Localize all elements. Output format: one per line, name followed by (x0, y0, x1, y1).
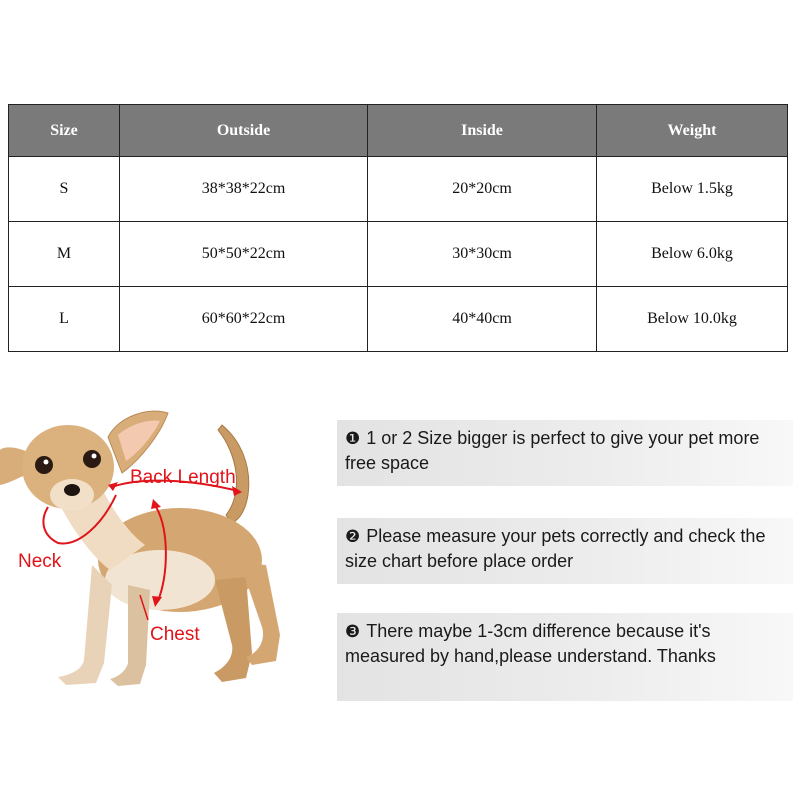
tip-size-bigger (337, 420, 793, 486)
chest-label: Chest (150, 624, 200, 645)
cell-weight: Below 1.5kg (597, 157, 788, 222)
tip-measurement-difference (337, 613, 793, 701)
dog-measurement-diagram (0, 395, 330, 695)
dog-front-leg-left (58, 565, 112, 685)
header-weight: Weight (597, 105, 788, 157)
tip-text: There maybe 1-3cm difference because it's measured by hand,please understand. Thanks (345, 621, 716, 666)
header-inside: Inside (368, 105, 597, 157)
tip-measure-correctly (337, 518, 793, 584)
cell-weight: Below 10.0kg (597, 287, 788, 352)
tip-text: Please measure your pets correctly and check the size chart before place order (345, 526, 766, 571)
cell-inside: 30*30cm (368, 222, 597, 287)
table-row (9, 157, 788, 222)
cell-inside: 40*40cm (368, 287, 597, 352)
table-row (9, 222, 788, 287)
cell-size: L (9, 287, 120, 352)
neck-label: Neck (18, 551, 62, 572)
table-header-row (9, 105, 788, 157)
header-outside: Outside (120, 105, 368, 157)
tip-number-icon: ❸ (345, 622, 361, 641)
dog-back-leg-left (214, 577, 252, 682)
size-chart-table (8, 104, 788, 352)
tip-number-icon: ❷ (345, 527, 361, 546)
dog-nose (64, 484, 80, 496)
dog-eye-right (83, 450, 101, 468)
cell-outside: 60*60*22cm (120, 287, 368, 352)
chest-arrow-start (151, 499, 161, 509)
cell-weight: Below 6.0kg (597, 222, 788, 287)
header-size: Size (9, 105, 120, 157)
cell-inside: 20*20cm (368, 157, 597, 222)
cell-outside: 38*38*22cm (120, 157, 368, 222)
back-length-label: Back Length (130, 467, 236, 488)
tip-number-icon: ❶ (345, 429, 361, 448)
tip-text: 1 or 2 Size bigger is perfect to give your pet more free space (345, 428, 760, 473)
dog-eye-shine-right (92, 454, 97, 459)
table-row (9, 287, 788, 352)
cell-size: M (9, 222, 120, 287)
dog-front-leg-right (110, 585, 150, 686)
dog-eye-shine-left (44, 460, 49, 465)
cell-size: S (9, 157, 120, 222)
dog-eye-left (35, 456, 53, 474)
cell-outside: 50*50*22cm (120, 222, 368, 287)
dog-illustration (0, 395, 330, 695)
